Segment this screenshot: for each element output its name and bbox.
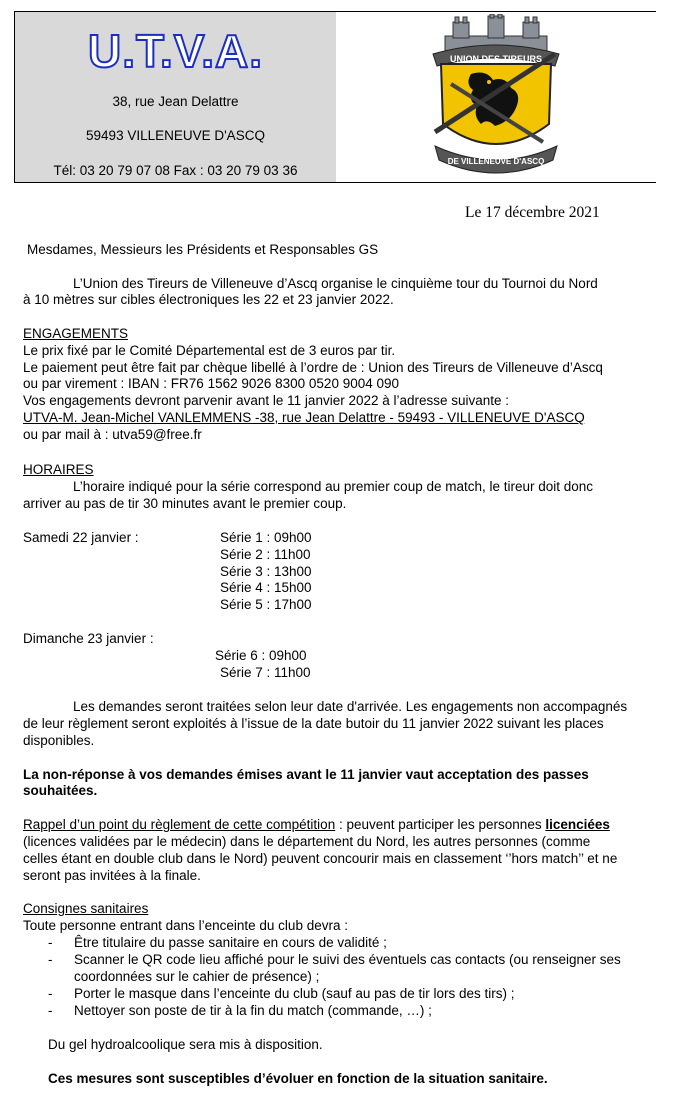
- rules-line-3: celles étant en double club dans le Nord) peuvent concourir mais en classement ‘’hors match’’ et ne: [23, 851, 618, 866]
- engagements-heading: ENGAGEMENTS: [23, 326, 129, 341]
- rules-title: Rappel d’un point du règlement de cette compétition: [23, 817, 336, 832]
- sanitary-item-2: Scanner le QR code lieu affiché pour le suivi des éventuels cas contacts (ou renseigner ses: [74, 952, 621, 967]
- requests-line-2: de leur règlement seront exploités à l’issue de la date butoir du 11 janvier 2022 suivant les places: [23, 716, 604, 731]
- crest-bottom-text: DE VILLENEUVE D'ASCQ: [447, 157, 545, 166]
- sanitary-heading: Consignes sanitaires: [23, 901, 149, 916]
- horaires-heading: HORAIRES: [23, 462, 94, 477]
- requests-line-1: Les demandes seront traitées selon leur date d'arrivée. Les engagements non accompagnés: [73, 699, 628, 714]
- engagements-line-3: ou par virement : IBAN : FR76 1562 9026 8300 0520 9004 090: [23, 376, 400, 391]
- rules-line-2: (licences validées par le médecin) dans le département du Nord, les autres personnes (comme: [23, 834, 591, 849]
- sanitary-item-4: Nettoyer son poste de tir à la fin du match (commande, …) ;: [74, 1003, 432, 1018]
- email-line: ou par mail à : utva59@free.fr: [23, 427, 202, 442]
- bullet-dash: -: [48, 935, 53, 950]
- org-phone: Tél: 03 20 79 07 08 Fax : 03 20 79 03 36: [53, 163, 298, 178]
- intro-line-1: L’Union des Tireurs de Villeneuve d’Ascq organise le cinquième tour du Tournoi du Nord: [73, 276, 598, 291]
- series-2: Série 2 : 11h00: [220, 547, 311, 562]
- series-6: Série 6 : 09h00: [215, 648, 307, 663]
- bold-notice-line-1: La non-réponse à vos demandes émises avant le 11 janvier vaut acceptation des passes: [23, 767, 589, 782]
- horaires-line-1: L’horaire indiqué pour la série correspond au premier coup de match, le tireur doit donc: [73, 479, 594, 494]
- letter-date: Le 17 décembre 2021: [465, 204, 600, 221]
- letterhead: [14, 11, 656, 183]
- bold-notice-line-2: souhaitées.: [23, 783, 98, 798]
- org-city: 59493 VILLENEUVE D'ASCQ: [86, 128, 265, 143]
- engagements-line-1: Le prix fixé par le Comité Départemental est de 3 euros par tir.: [23, 343, 396, 358]
- engagements-line-4: Vos engagements devront parvenir avant le 11 janvier 2022 à l’adresse suivante :: [23, 393, 510, 408]
- series-3: Série 3 : 13h00: [220, 564, 312, 579]
- salutation: Mesdames, Messieurs les Présidents et Responsables GS: [27, 242, 379, 257]
- closing-note: Ces mesures sont susceptibles d’évoluer en fonction de la situation sanitaire.: [48, 1071, 548, 1086]
- series-7: Série 7 : 11h00: [220, 665, 311, 680]
- rules-line-4: seront pas invitées à la finale.: [23, 868, 201, 883]
- series-4: Série 4 : 15h00: [220, 580, 312, 595]
- saturday-label: Samedi 22 janvier :: [23, 530, 139, 545]
- postal-address-line: UTVA-M. Jean-Michel VANLEMMENS -38, rue Jean Delattre - 59493 - VILLENEUVE D'ASCQ: [23, 410, 585, 425]
- series-1: Série 1 : 09h00: [220, 530, 312, 545]
- letterhead-logo-block: [336, 12, 656, 182]
- horaires-line-2: arriver au pas de tir 30 minutes avant le premier coup.: [23, 496, 347, 511]
- gel-note: Du gel hydroalcoolique sera mis à disposition.: [48, 1037, 323, 1052]
- sanitary-item-3: Porter le masque dans l’enceinte du club (sauf au pas de tir lors des tirs) ;: [74, 986, 515, 1001]
- club-crest-logo: [431, 14, 561, 179]
- bullet-dash: -: [48, 986, 53, 1001]
- requests-line-3: disponibles.: [23, 733, 95, 748]
- rules-text: : peuvent participer les personnes: [335, 817, 546, 832]
- bullet-dash: -: [48, 1003, 53, 1018]
- crest-top-text: UNION DES TIREURS: [449, 54, 543, 64]
- intro-line-2: à 10 mètres sur cibles électroniques les 22 et 23 janvier 2022.: [23, 292, 394, 307]
- org-address: 38, rue Jean Delattre: [112, 94, 239, 109]
- rules-line-1: [23, 817, 610, 834]
- rules-licenciees: licenciées: [545, 817, 610, 832]
- series-5: Série 5 : 17h00: [220, 597, 312, 612]
- bullet-dash: -: [48, 952, 53, 967]
- sanitary-intro: Toute personne entrant dans l’enceinte du club devra :: [23, 918, 348, 933]
- sanitary-item-2-cont: coordonnées sur le cahier de présence) ;: [74, 969, 320, 984]
- engagements-line-2: Le paiement peut être fait par chèque libellé à l’ordre de : Union des Tireurs de Villeneuve d’Ascq: [23, 360, 603, 375]
- org-title: U.T.V.A.: [87, 25, 264, 77]
- sunday-label: Dimanche 23 janvier :: [23, 631, 154, 646]
- letterhead-contact-block: [15, 12, 337, 182]
- sanitary-item-1: Être titulaire du passe sanitaire en cours de validité ;: [74, 935, 387, 950]
